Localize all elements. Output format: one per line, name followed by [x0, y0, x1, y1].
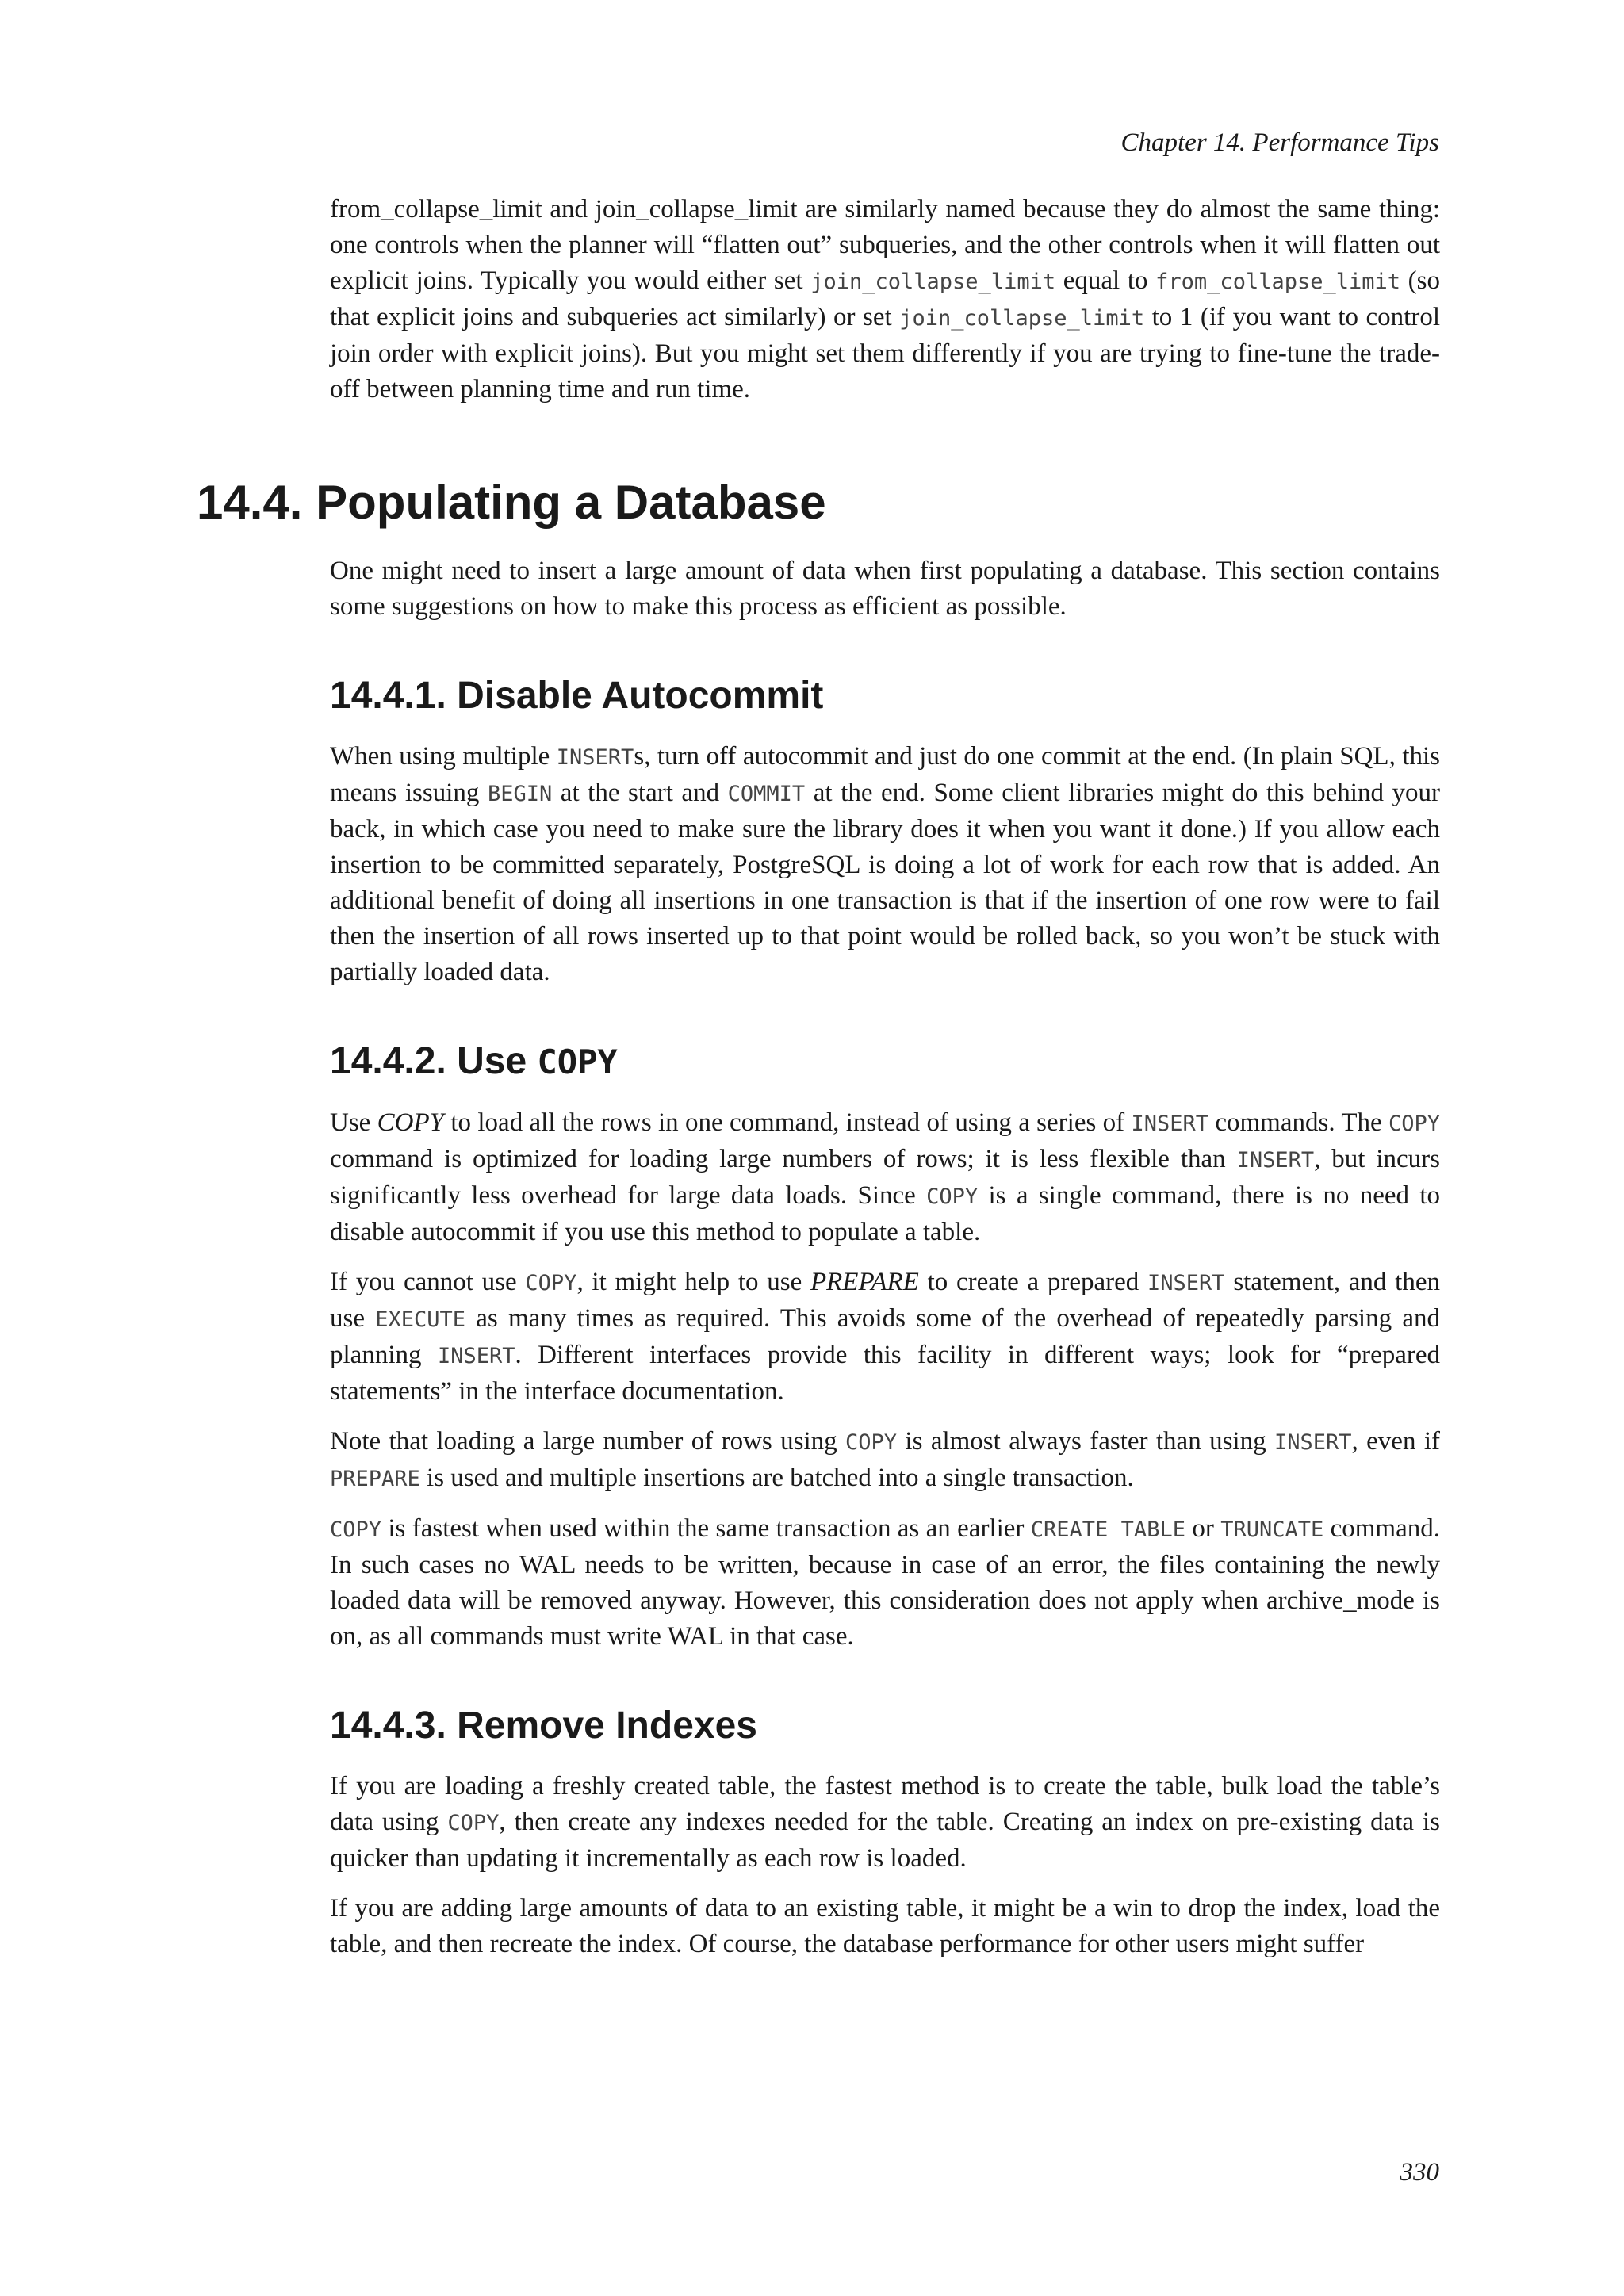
inline-code: CREATE TABLE: [1030, 1517, 1185, 1542]
text: to 1 (if you want to control join order with explicit joins). But you might set them differently if you are trying to fine-tune the trade-off between planning time and run time.: [330, 303, 1440, 404]
inline-code: INSERT: [1274, 1430, 1352, 1455]
intro-paragraph: [330, 192, 1440, 408]
inline-code: INSERT: [556, 745, 634, 770]
text: at the end. Some client libraries might do this behind your back, in which case you need to make sure the library does it when you want it done.) If you allow each insertion to be committed separately, PostgreSQL is doing a lot of work for each row that is added. An additional benefit of doing all insertions in one transaction is that if the insertion of one row were to fail then the insertion of all rows inserted up to that point would be rolled back, so you won’t be stuck with partially loaded data.: [330, 779, 1441, 986]
text: as many times as required. This avoids some of the overhead of repeatedly parsing and planning: [330, 1304, 1440, 1369]
text: commands. The: [1208, 1108, 1388, 1137]
inline-code: INSERT: [1236, 1148, 1315, 1173]
section-heading: 14.4. Populating a Database: [197, 476, 826, 529]
copy-paragraph-3: [330, 1424, 1440, 1497]
page-number: 330: [1400, 2158, 1439, 2187]
text: If you are loading a freshly created table, the fastest method is to create the table, bulk load the table’s data using: [330, 1772, 1440, 1836]
inline-code: TRUNCATE: [1220, 1517, 1324, 1542]
inline-code: INSERT: [1131, 1112, 1209, 1136]
text: , then create any indexes needed for the table. Creating an index on pre-existing data is quicker than updating it incrementally as each row is loaded.: [330, 1808, 1440, 1873]
page-content: [197, 192, 1441, 1976]
text: , but incurs significantly less overhead for large data loads. Since: [330, 1145, 1440, 1210]
text: is a single command, there is no need to disable autocommit if you use this method to populate a table.: [330, 1181, 1440, 1246]
text: is fastest when used within the same transaction as an earlier: [381, 1514, 1031, 1543]
subsection-heading-copy: [330, 1038, 1440, 1086]
inline-code: COPY: [1388, 1112, 1441, 1136]
section-intro-paragraph: One might need to insert a large amount of data when first populating a database. This section contains some suggestions on how to make this process as efficient as possible.: [330, 557, 1440, 621]
inline-code: from_collapse_limit: [1155, 270, 1401, 294]
text: statement, and then use: [330, 1268, 1440, 1333]
text: is almost always faster than using: [897, 1427, 1274, 1456]
text: s, turn off autocommit and just do one commit at the end. (In plain SQL, this means issuing: [330, 742, 1440, 807]
inline-code: COMMIT: [727, 782, 806, 806]
text: If you cannot use: [330, 1268, 526, 1296]
text: to create a prepared: [918, 1268, 1148, 1296]
inline-code: COPY: [845, 1430, 898, 1455]
inline-code: COPY: [537, 1043, 618, 1081]
inline-code: join_collapse_limit: [810, 270, 1056, 294]
inline-code: INSERT: [1147, 1271, 1225, 1295]
text: to load all the rows in one command, instead of using a series of: [444, 1108, 1132, 1137]
running-header: Chapter 14. Performance Tips: [1120, 128, 1439, 157]
subsection-heading-autocommit: 14.4.1. Disable Autocommit: [330, 675, 824, 717]
text: , it might help to use: [576, 1268, 810, 1296]
text: When using multiple: [330, 742, 557, 771]
text: Note that loading a large number of rows using: [330, 1427, 846, 1456]
text: Use: [330, 1108, 377, 1137]
link-text[interactable]: PREPARE: [810, 1268, 919, 1296]
link-text[interactable]: COPY: [377, 1108, 445, 1137]
text: equal to: [1055, 266, 1156, 295]
text: command. In such cases no WAL needs to be written, because in case of an error, the files containing the newly loaded data will be removed anyway. However, this consideration does not apply when archive_mode is on, as all commands must write WAL in that case.: [330, 1514, 1440, 1651]
text: command is optimized for loading large numbers of rows; it is less flexible than: [330, 1145, 1237, 1173]
text: . Different interfaces provide this facility in different ways; look for “prepared statements” in the interface documentation.: [330, 1341, 1440, 1406]
inline-code: INSERT: [437, 1344, 515, 1368]
inline-code: COPY: [447, 1811, 500, 1835]
text: 14.4.2. Use: [330, 1040, 538, 1082]
inline-code: PREPARE: [330, 1467, 420, 1491]
text: at the start and: [552, 779, 728, 807]
text: is used and multiple insertions are batched into a single transaction.: [419, 1464, 1134, 1492]
text: (so that explicit joins and subqueries act similarly) or set: [330, 266, 1440, 331]
indexes-paragraph-1: [330, 1769, 1440, 1877]
inline-code: EXECUTE: [375, 1307, 466, 1332]
subsection-heading-indexes: 14.4.3. Remove Indexes: [330, 1705, 757, 1747]
inline-code: join_collapse_limit: [899, 306, 1145, 331]
text: or: [1185, 1514, 1221, 1543]
inline-code: BEGIN: [487, 782, 553, 806]
copy-paragraph-1: [330, 1105, 1440, 1250]
inline-code: COPY: [330, 1517, 382, 1542]
text: from_collapse_limit and join_collapse_limit are similarly named because they do almost the same thing: one controls when the planner will “flatten out” subqueries, and the other controls when it will flatten out explicit joins. Typically you would either set: [330, 195, 1440, 295]
autocommit-paragraph: [330, 739, 1440, 990]
text: , even if: [1351, 1427, 1440, 1456]
inline-code: COPY: [525, 1271, 577, 1295]
indexes-paragraph-2: If you are adding large amounts of data to an existing table, it might be a win to drop the index, load the table, and then recreate the index. Of course, the database performance for other users might suffer: [330, 1894, 1440, 1958]
copy-paragraph-4: [330, 1511, 1440, 1655]
inline-code: COPY: [926, 1184, 979, 1209]
copy-paragraph-2: [330, 1265, 1440, 1410]
